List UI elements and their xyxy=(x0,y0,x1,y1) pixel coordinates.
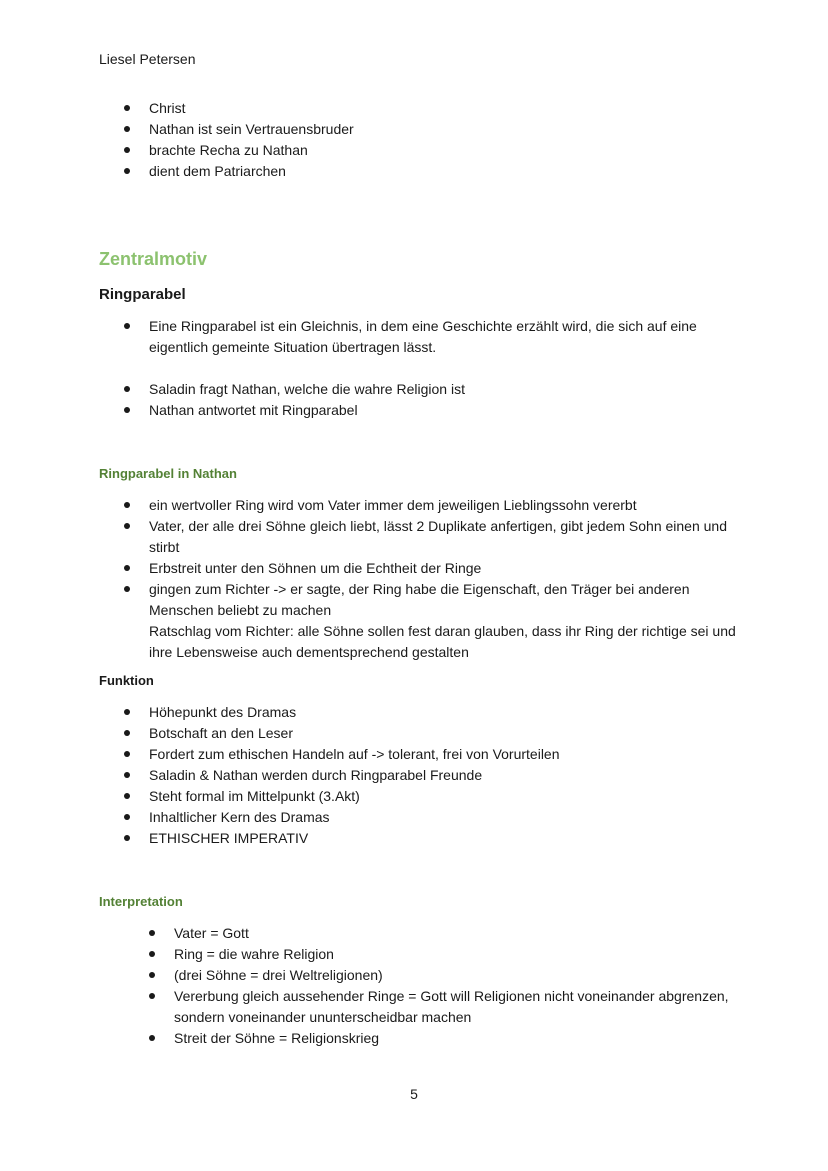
bullet-icon xyxy=(149,930,155,936)
list-item: Vererbung gleich aussehender Ringe = Gott will Religionen nicht voneinander abgrenzen, sondern voneinander ununterscheidbar machen xyxy=(174,986,729,1028)
bullet-icon xyxy=(124,793,130,799)
bullet-icon xyxy=(124,407,130,413)
bullet-icon xyxy=(124,126,130,132)
author-header: Liesel Petersen xyxy=(99,51,196,67)
bullet-icon xyxy=(124,730,130,736)
list-item: Vater, der alle drei Söhne gleich liebt, lässt 2 Duplikate anfertigen, gibt jedem Sohn einen und stirbt xyxy=(149,516,736,558)
list-item: dient dem Patriarchen xyxy=(149,161,354,182)
list-item: Nathan ist sein Vertrauensbruder xyxy=(149,119,354,140)
bullet-icon xyxy=(124,751,130,757)
list-item: ein wertvoller Ring wird vom Vater immer dem jeweiligen Lieblingssohn vererbt xyxy=(149,495,736,516)
bullet-icon xyxy=(124,323,130,329)
list-item: Inhaltlicher Kern des Dramas xyxy=(149,807,560,828)
bullet-icon xyxy=(124,386,130,392)
list-item: brachte Recha zu Nathan xyxy=(149,140,354,161)
list-item: Botschaft an den Leser xyxy=(149,723,560,744)
bullet-icon xyxy=(124,772,130,778)
bullet-icon xyxy=(124,523,130,529)
list-item: Eine Ringparabel ist ein Gleichnis, in dem eine Geschichte erzählt wird, die sich auf eine eigentlich gemeinte Situation übertragen lässt. xyxy=(149,316,697,358)
bullet-icon xyxy=(124,709,130,715)
list-item: Steht formal im Mittelpunkt (3.Akt) xyxy=(149,786,560,807)
ringparabel-heading: Ringparabel xyxy=(99,286,186,303)
bullet-icon xyxy=(124,565,130,571)
list-item: Streit der Söhne = Religionskrieg xyxy=(174,1028,729,1049)
page-number: 5 xyxy=(410,1086,418,1102)
list-item: gingen zum Richter -> er sagte, der Ring habe die Eigenschaft, den Träger bei anderen Menschen beliebt zu machen Ratschlag vom Richter: alle Söhne sollen fest daran glauben, dass ihr Ring der richtige sei und ihre Lebensweise auch dementsprechend gestalten xyxy=(149,579,736,663)
bullet-icon xyxy=(149,972,155,978)
bullet-icon xyxy=(149,993,155,999)
list-item: Ring = die wahre Religion xyxy=(174,944,729,965)
ringparabel-in-nathan-heading: Ringparabel in Nathan xyxy=(99,466,237,481)
bullet-icon xyxy=(149,951,155,957)
bullet-icon xyxy=(124,168,130,174)
list-item: Christ xyxy=(149,98,354,119)
section-title: Zentralmotiv xyxy=(99,249,208,269)
bullet-icon xyxy=(124,147,130,153)
list-item: Fordert zum ethischen Handeln auf -> tolerant, frei von Vorurteilen xyxy=(149,744,560,765)
list-item: Erbstreit unter den Söhnen um die Echtheit der Ringe xyxy=(149,558,736,579)
list-item: Saladin & Nathan werden durch Ringparabel Freunde xyxy=(149,765,560,786)
bullet-icon xyxy=(124,105,130,111)
list-item: Saladin fragt Nathan, welche die wahre Religion ist xyxy=(149,379,697,400)
bullet-icon xyxy=(124,835,130,841)
list-item: Vater = Gott xyxy=(174,923,729,944)
list-item: Nathan antwortet mit Ringparabel xyxy=(149,400,697,421)
funktion-heading: Funktion xyxy=(99,673,154,688)
intro-list xyxy=(149,98,354,182)
bullet-icon xyxy=(124,586,130,592)
funktion-list xyxy=(149,702,560,849)
list-item: Höhepunkt des Dramas xyxy=(149,702,560,723)
list-item: (drei Söhne = drei Weltreligionen) xyxy=(174,965,729,986)
bullet-icon xyxy=(124,502,130,508)
bullet-icon xyxy=(124,814,130,820)
interpretation-heading: Interpretation xyxy=(99,894,183,909)
ringparabel-in-nathan-list xyxy=(149,495,736,663)
bullet-icon xyxy=(149,1035,155,1041)
ringparabel-list xyxy=(149,316,697,421)
spacer xyxy=(149,358,697,379)
interpretation-list xyxy=(174,923,729,1049)
list-item: ETHISCHER IMPERATIV xyxy=(149,828,560,849)
